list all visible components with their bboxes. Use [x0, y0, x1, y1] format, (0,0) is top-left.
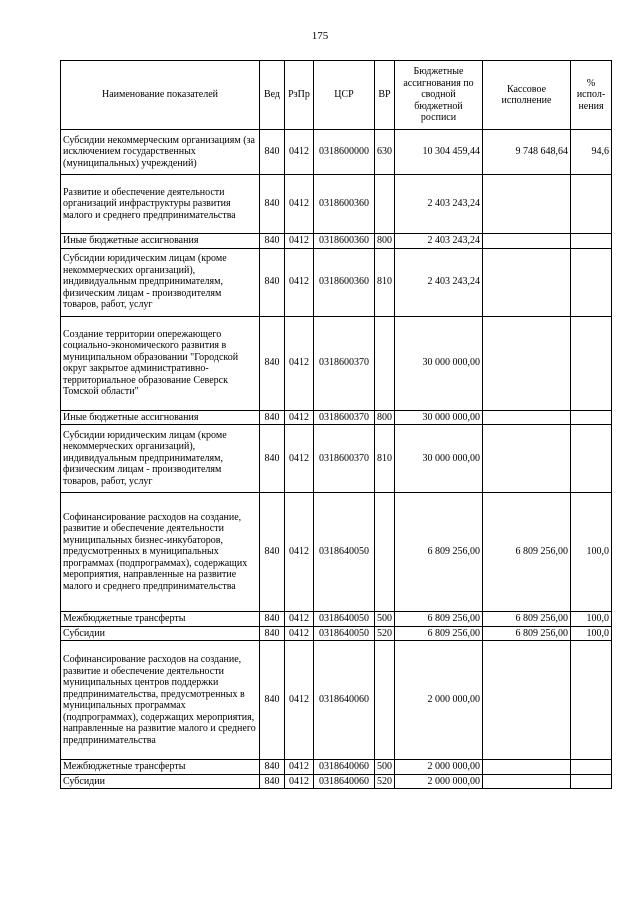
- cell-vr: [375, 316, 395, 410]
- table-row: [61, 493, 612, 612]
- cell-name: Субсидии: [61, 626, 260, 641]
- cell-budget: 2 000 000,00: [395, 774, 483, 789]
- table-row: [61, 760, 612, 775]
- cell-ved: 840: [260, 234, 285, 249]
- cell-percent: [571, 410, 612, 425]
- cell-vr: 520: [375, 774, 395, 789]
- cell-csr: 0318640050: [314, 493, 375, 612]
- cell-csr: 0318640050: [314, 626, 375, 641]
- cell-cash: 6 809 256,00: [483, 626, 571, 641]
- cell-name: Субсидии некоммерческим организациям (за исключением государственных (муниципальных) учреждений): [61, 130, 260, 175]
- cell-rzpr: 0412: [285, 316, 314, 410]
- cell-budget: 2 403 243,24: [395, 234, 483, 249]
- cell-csr: 0318600000: [314, 130, 375, 175]
- header-cash: Кассовое исполнение: [483, 61, 571, 130]
- cell-cash: [483, 774, 571, 789]
- cell-name: Софинансирование расходов на создание, развитие и обеспечение деятельности муниципальных центров поддержки предпринимательства, предусмотренных в муниципальных программах (подпрограммах), содержащих мероприятия, направленные на развитие малого и среднего предпринимательства: [61, 641, 260, 760]
- cell-vr: 810: [375, 248, 395, 316]
- cell-percent: 100,0: [571, 612, 612, 627]
- cell-ved: 840: [260, 248, 285, 316]
- cell-rzpr: 0412: [285, 774, 314, 789]
- table-row: [61, 248, 612, 316]
- cell-ved: 840: [260, 760, 285, 775]
- cell-budget: 6 809 256,00: [395, 612, 483, 627]
- cell-ved: 840: [260, 130, 285, 175]
- cell-vr: 500: [375, 760, 395, 775]
- cell-budget: 30 000 000,00: [395, 410, 483, 425]
- cell-name: Создание территории опережающего социально-экономического развития в муниципальном образовании "Городской округ закрытое административно-территориальное образование Северск Томской области": [61, 316, 260, 410]
- cell-percent: [571, 248, 612, 316]
- cell-csr: 0318600370: [314, 316, 375, 410]
- cell-budget: 6 809 256,00: [395, 493, 483, 612]
- cell-rzpr: 0412: [285, 612, 314, 627]
- cell-budget: 2 403 243,24: [395, 175, 483, 234]
- cell-budget: 6 809 256,00: [395, 626, 483, 641]
- cell-vr: [375, 175, 395, 234]
- table-row: [61, 626, 612, 641]
- cell-csr: 0318640050: [314, 612, 375, 627]
- header-csr: ЦСР: [314, 61, 375, 130]
- cell-cash: [483, 425, 571, 493]
- cell-name: Межбюджетные трансферты: [61, 760, 260, 775]
- cell-percent: [571, 234, 612, 249]
- table-row: [61, 410, 612, 425]
- cell-name: Иные бюджетные ассигнования: [61, 234, 260, 249]
- cell-vr: 520: [375, 626, 395, 641]
- cell-ved: 840: [260, 425, 285, 493]
- header-name: Наименование показателей: [61, 61, 260, 130]
- cell-csr: 0318600360: [314, 234, 375, 249]
- cell-rzpr: 0412: [285, 760, 314, 775]
- cell-budget: 30 000 000,00: [395, 316, 483, 410]
- cell-rzpr: 0412: [285, 130, 314, 175]
- cell-vr: 630: [375, 130, 395, 175]
- cell-rzpr: 0412: [285, 626, 314, 641]
- table-row: [61, 130, 612, 175]
- cell-vr: [375, 493, 395, 612]
- cell-rzpr: 0412: [285, 493, 314, 612]
- cell-percent: [571, 316, 612, 410]
- cell-ved: 840: [260, 175, 285, 234]
- cell-csr: 0318600370: [314, 425, 375, 493]
- page-number: 175: [311, 30, 329, 42]
- cell-percent: [571, 641, 612, 760]
- cell-cash: [483, 234, 571, 249]
- header-vr: ВР: [375, 61, 395, 130]
- cell-rzpr: 0412: [285, 641, 314, 760]
- cell-cash: [483, 316, 571, 410]
- table-row: [61, 641, 612, 760]
- cell-cash: 6 809 256,00: [483, 612, 571, 627]
- cell-rzpr: 0412: [285, 234, 314, 249]
- cell-cash: [483, 641, 571, 760]
- cell-rzpr: 0412: [285, 425, 314, 493]
- cell-budget: 10 304 459,44: [395, 130, 483, 175]
- cell-vr: 500: [375, 612, 395, 627]
- cell-ved: 840: [260, 493, 285, 612]
- header-ved: Вед: [260, 61, 285, 130]
- cell-name: Развитие и обеспечение деятельности организаций инфраструктуры развития малого и среднего предпринимательства: [61, 175, 260, 234]
- cell-cash: 6 809 256,00: [483, 493, 571, 612]
- cell-rzpr: 0412: [285, 410, 314, 425]
- cell-ved: 840: [260, 316, 285, 410]
- header-budget: Бюджетные ассигнования по сводной бюджетной росписи: [395, 61, 483, 130]
- cell-rzpr: 0412: [285, 248, 314, 316]
- cell-vr: [375, 641, 395, 760]
- cell-percent: [571, 774, 612, 789]
- cell-cash: [483, 175, 571, 234]
- table-body: [61, 130, 612, 789]
- cell-vr: 800: [375, 410, 395, 425]
- cell-cash: [483, 410, 571, 425]
- cell-ved: 840: [260, 612, 285, 627]
- cell-budget: 2 403 243,24: [395, 248, 483, 316]
- cell-name: Субсидии: [61, 774, 260, 789]
- cell-name: Иные бюджетные ассигнования: [61, 410, 260, 425]
- budget-table: [60, 60, 612, 789]
- table-row: [61, 316, 612, 410]
- cell-csr: 0318640060: [314, 774, 375, 789]
- header-rzpr: РзПр: [285, 61, 314, 130]
- header-percent: % испол-нения: [571, 61, 612, 130]
- cell-percent: [571, 175, 612, 234]
- cell-csr: 0318640060: [314, 760, 375, 775]
- table-row: [61, 234, 612, 249]
- cell-budget: 2 000 000,00: [395, 641, 483, 760]
- table-row: [61, 425, 612, 493]
- cell-rzpr: 0412: [285, 175, 314, 234]
- table-row: [61, 175, 612, 234]
- cell-csr: 0318640060: [314, 641, 375, 760]
- cell-ved: 840: [260, 774, 285, 789]
- cell-cash: [483, 760, 571, 775]
- table-row: [61, 612, 612, 627]
- cell-cash: [483, 248, 571, 316]
- cell-csr: 0318600360: [314, 248, 375, 316]
- cell-vr: 810: [375, 425, 395, 493]
- cell-name: Субсидии юридическим лицам (кроме некоммерческих организаций), индивидуальным предпринимателям, физическим лицам - производителям товаров, работ, услуг: [61, 248, 260, 316]
- cell-ved: 840: [260, 626, 285, 641]
- cell-ved: 840: [260, 410, 285, 425]
- cell-percent: 100,0: [571, 493, 612, 612]
- cell-cash: 9 748 648,64: [483, 130, 571, 175]
- header-row: [61, 61, 612, 130]
- cell-percent: [571, 760, 612, 775]
- cell-csr: 0318600370: [314, 410, 375, 425]
- cell-budget: 30 000 000,00: [395, 425, 483, 493]
- cell-name: Межбюджетные трансферты: [61, 612, 260, 627]
- cell-csr: 0318600360: [314, 175, 375, 234]
- cell-vr: 800: [375, 234, 395, 249]
- table-row: [61, 774, 612, 789]
- cell-percent: 94,6: [571, 130, 612, 175]
- cell-name: Субсидии юридическим лицам (кроме некоммерческих организаций), индивидуальным предпринимателям, физическим лицам - производителям товаров, работ, услуг: [61, 425, 260, 493]
- cell-budget: 2 000 000,00: [395, 760, 483, 775]
- cell-percent: 100,0: [571, 626, 612, 641]
- cell-percent: [571, 425, 612, 493]
- cell-name: Софинансирование расходов на создание, развитие и обеспечение деятельности муниципальных бизнес-инкубаторов, предусмотренных в муниципальных программах (подпрограммах), содержащих мероприятия, направленные на развитие малого и среднего предпринимательства: [61, 493, 260, 612]
- cell-ved: 840: [260, 641, 285, 760]
